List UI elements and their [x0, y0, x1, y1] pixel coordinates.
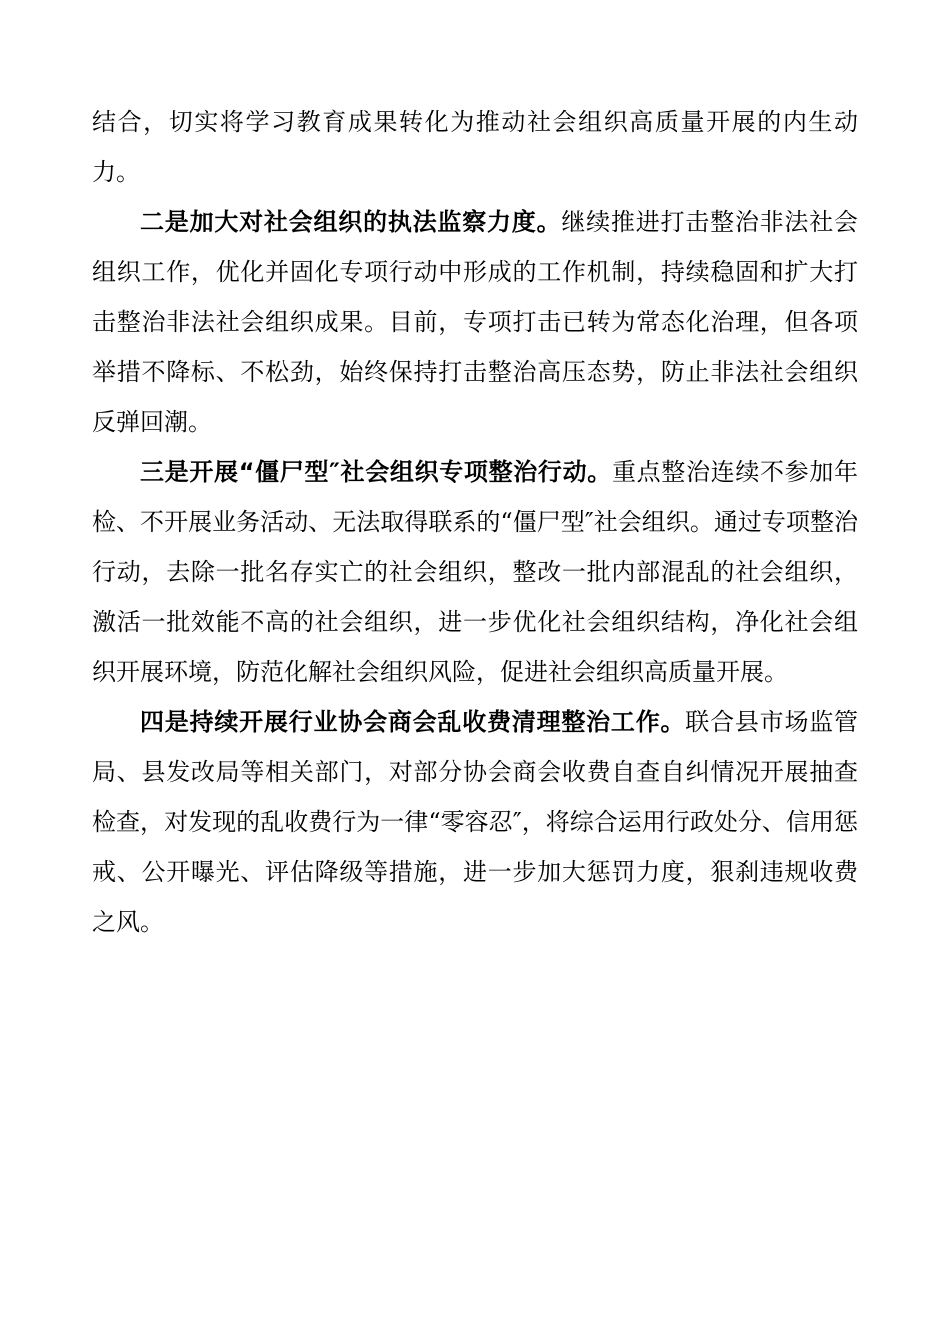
- paragraph-zombie-organizations: [92, 447, 858, 697]
- paragraph-2-heading: 二是加大对社会组织的执法监察力度。: [140, 208, 562, 236]
- paragraph-3-heading: 三是开展“僵尸型″社会组织专项整治行动。: [140, 458, 612, 486]
- paragraph-continuation: [92, 97, 858, 197]
- paragraph-fee-rectification: [92, 697, 858, 947]
- paragraph-2-text: 继续推进打击整治非法社会组织工作，优化并固化专项行动中形成的工作机制，持续稳固和扩大打击整治非法社会组织成果。目前，专项打击已转为常态化治理，但各项举措不降标、不松劲，始终保持打击整治高压态势，防止非法社会组织反弹回潮。: [92, 208, 859, 436]
- paragraph-3-text: 重点整治连续不参加年检、不开展业务活动、无法取得联系的“僵尸型″社会组织。通过专项整治行动，去除一批名存实亡的社会组织，整改一批内部混乱的社会组织，激活一批效能不高的社会组织，进一步优化社会组织结构，净化社会组织开展环境，防范化解社会组织风险，促进社会组织高质量开展。: [92, 458, 859, 686]
- document-body: [92, 97, 858, 947]
- paragraph-4-heading: 四是持续开展行业协会商会乱收费清理整治工作。: [140, 708, 686, 736]
- paragraph-enforcement: [92, 197, 858, 447]
- paragraph-4-text: 联合县市场监管局、县发改局等相关部门，对部分协会商会收费自查自纠情况开展抽查检查，对发现的乱收费行为一律“零容忍″，将综合运用行政处分、信用惩戒、公开曝光、评估降级等措施，进一步加大惩罚力度，狠刹违规收费之风。: [92, 708, 859, 936]
- paragraph-1-text: 结合，切实将学习教育成果转化为推动社会组织高质量开展的内生动力。: [92, 108, 858, 186]
